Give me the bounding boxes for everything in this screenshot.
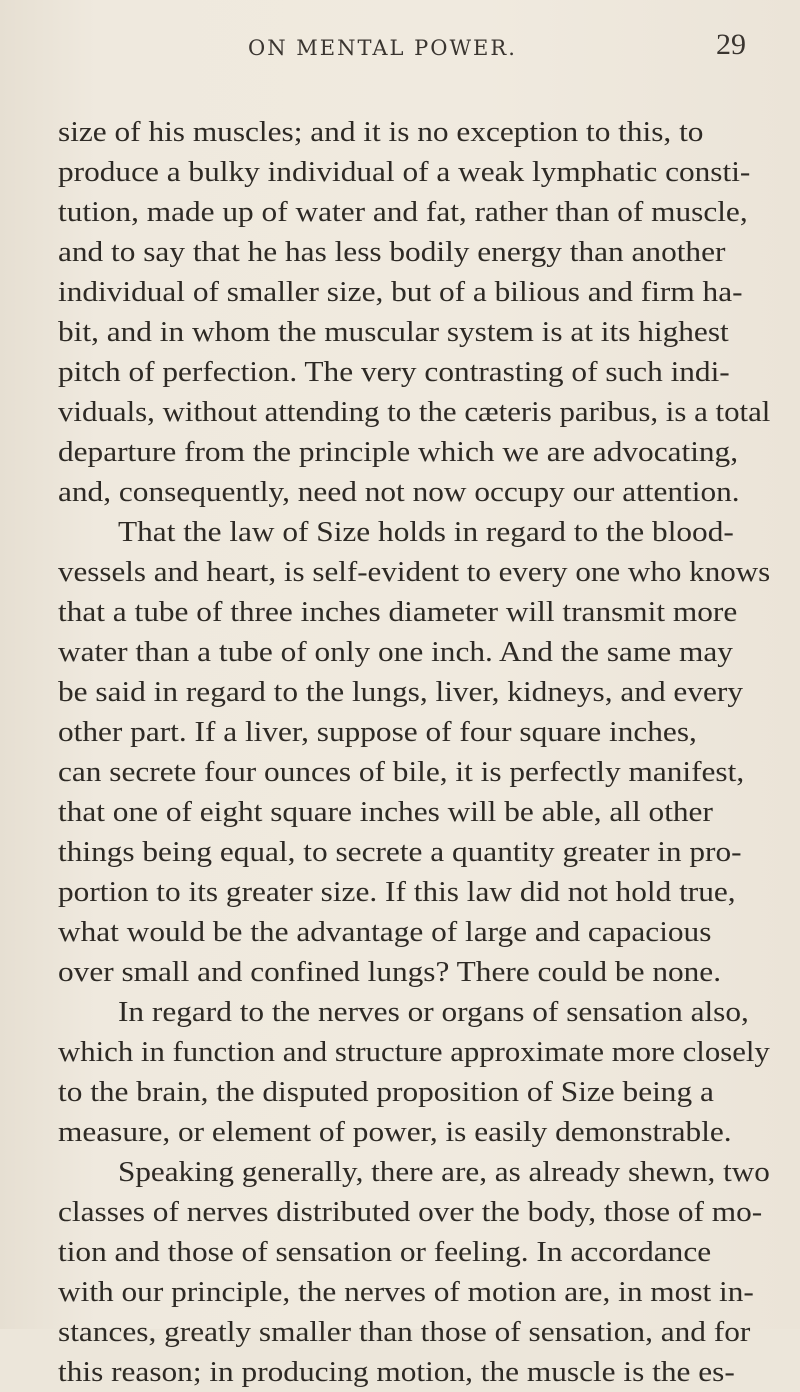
text-line: over small and confined lungs? There could be none.	[58, 956, 722, 988]
page-number: 29	[716, 28, 746, 61]
text-line: which in function and structure approximate more closely	[58, 1036, 770, 1068]
text-line: bit, and in whom the muscular system is at its highest	[58, 316, 729, 348]
text-line: that one of eight square inches will be able, all other	[58, 796, 713, 828]
text-line: classes of nerves distributed over the body, those of mo-	[58, 1196, 763, 1228]
text-line: departure from the principle which we are advocating,	[58, 436, 739, 468]
text-line: with our principle, the nerves of motion are, in most in-	[58, 1276, 754, 1308]
text-line: be said in regard to the lungs, liver, kidneys, and every	[58, 676, 743, 708]
text-line: vessels and heart, is self-evident to every one who knows	[58, 556, 771, 588]
text-line: That the law of Size holds in regard to the blood-	[118, 516, 734, 548]
text-line: things being equal, to secrete a quantity greater in pro-	[58, 836, 742, 868]
page-header	[0, 30, 800, 70]
text-line: In regard to the nerves or organs of sensation also,	[118, 996, 749, 1028]
text-line: that a tube of three inches diameter will transmit more	[58, 596, 738, 628]
text-line: this reason; in producing motion, the muscle is the es-	[58, 1356, 735, 1388]
text-line: water than a tube of only one inch. And the same may	[58, 636, 733, 668]
text-line: pitch of perfection. The very contrasting of such indi-	[58, 356, 730, 388]
text-line: what would be the advantage of large and capacious	[58, 916, 712, 948]
text-line: stances, greatly smaller than those of sensation, and for	[58, 1316, 751, 1348]
text-line: can secrete four ounces of bile, it is perfectly manifest,	[58, 756, 745, 788]
text-line: tion and those of sensation or feeling. In accordance	[58, 1236, 712, 1268]
running-title: ON MENTAL POWER.	[248, 36, 517, 60]
text-line: portion to its greater size. If this law did not hold true,	[58, 876, 736, 908]
text-line: size of his muscles; and it is no exception to this, to	[58, 116, 704, 148]
text-line: other part. If a liver, suppose of four square inches,	[58, 716, 697, 748]
text-line: and, consequently, need not now occupy our attention.	[58, 476, 740, 508]
text-line: viduals, without attending to the cæteris paribus, is a total	[58, 396, 771, 428]
text-line: individual of smaller size, but of a bilious and firm ha-	[58, 276, 743, 308]
text-line: produce a bulky individual of a weak lymphatic consti-	[58, 156, 751, 188]
text-line: tution, made up of water and fat, rather than of muscle,	[58, 196, 748, 228]
text-line: to the brain, the disputed proposition of Size being a	[58, 1076, 714, 1108]
text-line: measure, or element of power, is easily demonstrable.	[58, 1116, 732, 1148]
text-line: and to say that he has less bodily energy than another	[58, 236, 726, 268]
text-line: Speaking generally, there are, as already shewn, two	[118, 1156, 770, 1188]
